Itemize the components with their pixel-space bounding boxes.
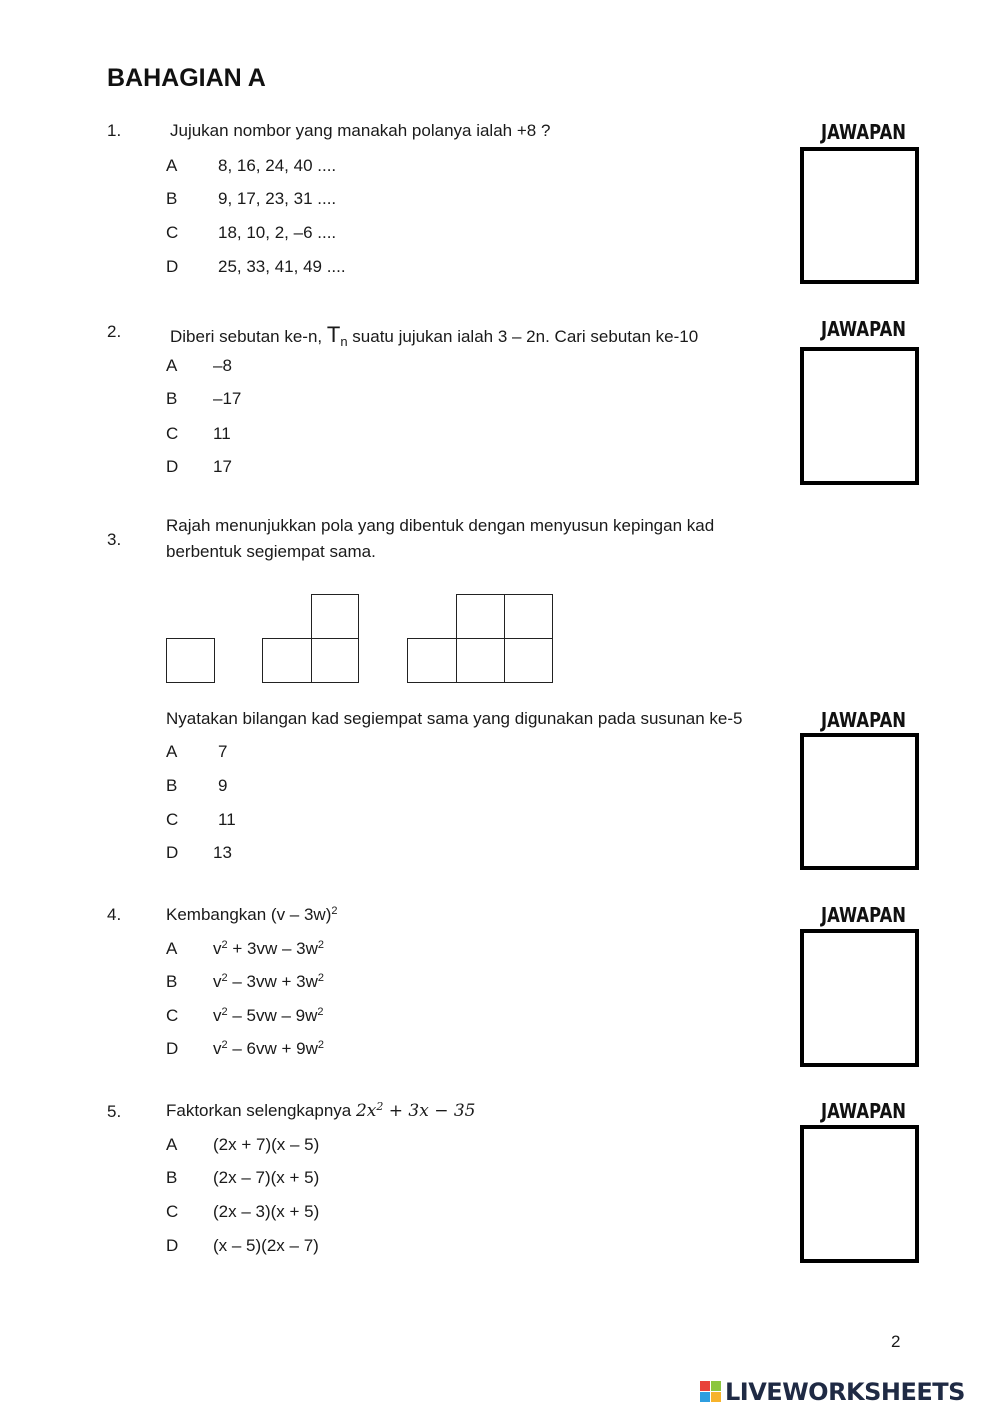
- q2-text-before: Diberi sebutan ke-n,: [170, 327, 327, 346]
- q3-option-a-value: 7: [218, 742, 228, 761]
- question-4-number: 4.: [107, 905, 122, 924]
- section-title: BAHAGIAN A: [107, 64, 266, 92]
- q4b-sup: 2: [221, 972, 228, 984]
- q1-option-a-value: 8, 16, 24, 40 ....: [218, 156, 337, 175]
- q2-option-c-value: 11: [213, 424, 231, 443]
- q5-option-a-letter: A: [166, 1135, 178, 1154]
- pattern-1-tile: [166, 638, 215, 683]
- page-number: 2: [891, 1332, 901, 1351]
- q4b-sup: 2: [317, 972, 324, 984]
- q4a-sup: 2: [317, 939, 324, 951]
- q1-option-d-value: 25, 33, 41, 49 ....: [218, 257, 346, 276]
- pattern-2-tile: [311, 594, 359, 639]
- question-2-number: 2.: [107, 322, 122, 341]
- q5-math-term: 2x: [355, 1101, 377, 1121]
- q5-math: [356, 1101, 476, 1121]
- q4a-part: + 3vw – 3w: [227, 939, 318, 958]
- q4a-sup: 2: [221, 939, 228, 951]
- question-4-text: [166, 905, 338, 925]
- pattern-3-tile: [456, 594, 505, 639]
- q4d-part: – 6vw + 9w: [227, 1039, 318, 1058]
- q5-option-b-letter: B: [166, 1168, 178, 1187]
- q4a-part: v: [213, 939, 222, 958]
- q5-math-rest: + 3x − 35: [383, 1101, 476, 1121]
- q5-option-d-letter: D: [166, 1236, 179, 1255]
- question-3-prompt: Nyatakan bilangan kad segiempat sama yang digunakan pada susunan ke-5: [166, 709, 743, 728]
- q3-option-d-value: 13: [213, 843, 232, 862]
- q4d-part: v: [213, 1039, 222, 1058]
- answer-label-4: JAWAPAN: [821, 903, 907, 927]
- q1-option-b-letter: B: [166, 189, 178, 208]
- q4c-part: v: [213, 1006, 222, 1025]
- q4-option-d-value: [213, 1039, 324, 1059]
- pattern-3-tile: [504, 638, 553, 683]
- q2-symbol-sub: n: [340, 334, 348, 349]
- q5-option-d-value: (x – 5)(2x – 7): [213, 1236, 319, 1255]
- q1-option-b-value: 9, 17, 23, 31 ....: [218, 189, 337, 208]
- pattern-3-tile: [504, 594, 553, 639]
- question-2-text: [170, 322, 698, 348]
- q5-option-b-value: (2x – 7)(x + 5): [213, 1168, 320, 1187]
- answer-box-1[interactable]: [800, 147, 919, 284]
- question-1-text: Jujukan nombor yang manakah polanya ialah +8 ?: [170, 121, 551, 140]
- q3-option-b-value: 9: [218, 776, 228, 795]
- q5-option-c-value: (2x – 3)(x + 5): [213, 1202, 320, 1221]
- q4-text-sup: 2: [331, 905, 338, 917]
- q2-option-c-letter: C: [166, 424, 179, 443]
- q4b-part: – 3vw + 3w: [227, 972, 318, 991]
- answer-box-4[interactable]: [800, 929, 919, 1067]
- q1-option-c-letter: C: [166, 223, 179, 242]
- pattern-3-tile: [456, 638, 505, 683]
- q4-option-b-letter: B: [166, 972, 178, 991]
- logo-grid-icon: [700, 1381, 722, 1403]
- question-5-text: [166, 1101, 476, 1121]
- q1-option-d-letter: D: [166, 257, 179, 276]
- pattern-2-tile: [262, 638, 312, 683]
- q3-option-c-value: 11: [218, 810, 236, 829]
- q5-option-c-letter: C: [166, 1202, 179, 1221]
- q3-option-a-letter: A: [166, 742, 178, 761]
- q4-option-a-letter: A: [166, 939, 178, 958]
- q2-option-b-letter: B: [166, 389, 178, 408]
- liveworksheets-logo[interactable]: [700, 1378, 965, 1406]
- q2-option-d-letter: D: [166, 457, 179, 476]
- q4-option-c-letter: C: [166, 1006, 179, 1025]
- q4d-sup: 2: [317, 1039, 324, 1051]
- answer-label-3: JAWAPAN: [821, 708, 907, 732]
- answer-box-5[interactable]: [800, 1125, 919, 1263]
- q4-option-d-letter: D: [166, 1039, 179, 1058]
- q4-text: Kembangkan (v – 3w): [166, 905, 332, 924]
- q2-symbol: T: [326, 322, 341, 347]
- q4d-sup: 2: [221, 1039, 228, 1051]
- answer-box-3[interactable]: [800, 733, 919, 870]
- q4c-sup: 2: [221, 1006, 228, 1018]
- q2-option-a-value: –8: [213, 356, 232, 375]
- pattern-2-tile: [311, 638, 359, 683]
- logo-text: LIVEWORKSHEETS: [725, 1378, 965, 1406]
- pattern-3-tile: [407, 638, 457, 683]
- q4c-sup: 2: [317, 1006, 324, 1018]
- q1-option-c-value: 18, 10, 2, –6 ....: [218, 223, 337, 242]
- question-3-number: 3.: [107, 530, 122, 549]
- question-1-number: 1.: [107, 121, 122, 140]
- q5-text: Faktorkan selengkapnya: [166, 1101, 356, 1120]
- q4-option-c-value: [213, 1006, 324, 1026]
- answer-label-2: JAWAPAN: [821, 317, 907, 341]
- answer-label-1: JAWAPAN: [821, 120, 907, 144]
- q4c-part: – 5vw – 9w: [227, 1006, 318, 1025]
- q2-text-after: suatu jujukan ialah 3 – 2n. Cari sebutan ke-10: [347, 327, 699, 346]
- q4-option-a-value: [213, 939, 324, 959]
- q4b-part: v: [213, 972, 222, 991]
- q5-option-a-value: (2x + 7)(x – 5): [213, 1135, 320, 1154]
- q3-option-d-letter: D: [166, 843, 179, 862]
- question-3-text-line1: Rajah menunjukkan pola yang dibentuk dengan menyusun kepingan kad: [166, 516, 715, 535]
- q3-option-b-letter: B: [166, 776, 178, 795]
- q3-option-c-letter: C: [166, 810, 179, 829]
- q2-option-d-value: 17: [213, 457, 232, 476]
- logo-square: [700, 1381, 710, 1391]
- question-3-text-line2: berbentuk segiempat sama.: [166, 542, 376, 561]
- q4-option-b-value: [213, 972, 324, 992]
- logo-square: [711, 1381, 721, 1391]
- q2-option-a-letter: A: [166, 356, 178, 375]
- question-5-number: 5.: [107, 1102, 122, 1121]
- q5-math-sup: 2: [376, 1100, 384, 1113]
- answer-label-5: JAWAPAN: [821, 1099, 907, 1123]
- logo-square: [711, 1392, 721, 1402]
- logo-square: [700, 1392, 710, 1402]
- answer-box-2[interactable]: [800, 347, 919, 485]
- q1-option-a-letter: A: [166, 156, 178, 175]
- q2-option-b-value: –17: [213, 389, 242, 408]
